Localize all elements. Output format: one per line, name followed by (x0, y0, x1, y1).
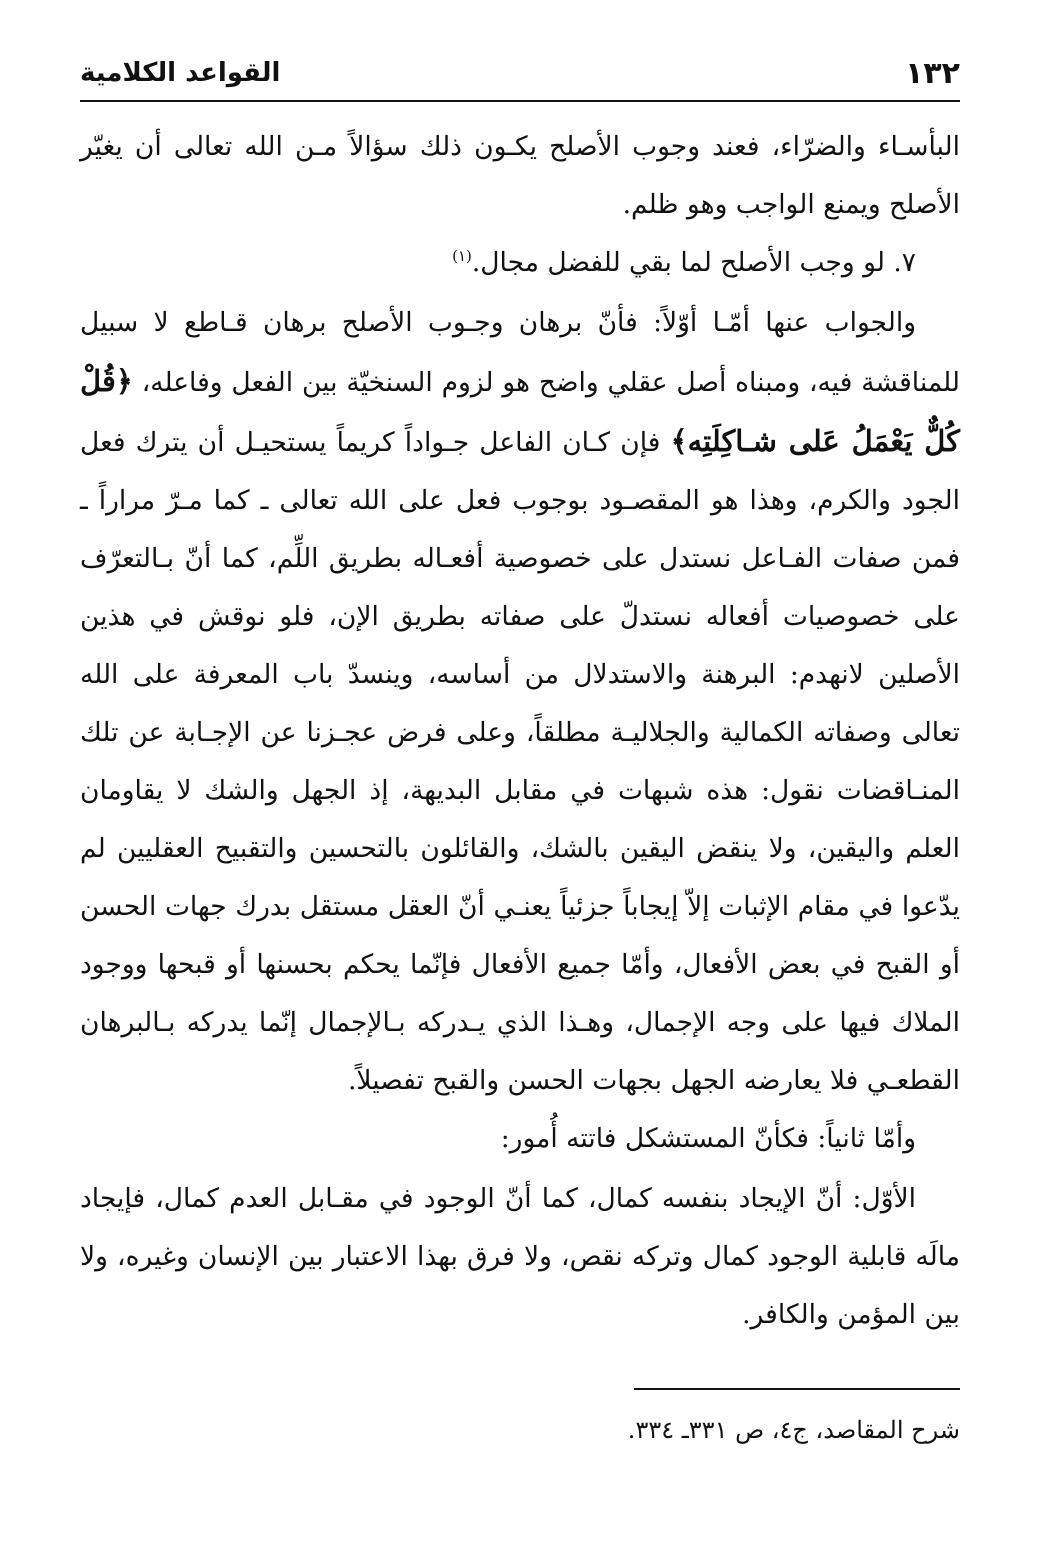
item-seven-text: ٧. لو وجب الأصلح لما بقي للفضل مجال. (471, 247, 916, 278)
book-page (80, 52, 960, 1492)
footnote-text: شرح المقاصد، ج٤، ص ٣٣١ـ ٣٣٤. (627, 1416, 960, 1444)
footnote-divider (634, 1388, 960, 1390)
footnote-marker[interactable]: (١) (452, 247, 472, 266)
main-text (80, 118, 960, 1344)
paragraph-first-point: الأوّل: أنّ الإيجاد بنفسه كمال، كما أنّ الوجود في مقـابل العدم كمال، فإيجاد مالَه قابلية الوجود كمال وتركه نقص، ولا فرق بهذا الاعتبار بين الإنسان وغيره، ولا بين المؤمن والكافر. (80, 1183, 960, 1330)
page-header (80, 52, 960, 102)
running-title: القواعد الكلامية (80, 58, 281, 88)
paragraph-secondly: وأمّا ثانياً: فكأنّ المستشكل فاتته أُمور: (500, 1123, 916, 1154)
paragraph-continuation: البأسـاء والضرّاء، فعند وجوب الأصلح يكـون ذلك سؤالاً مـن الله تعالى أن يغيّر الأصلح ويمنع الواجب وهو ظلم. (80, 131, 960, 220)
answer-text-after-verse: فإن كـان الفاعل جـواداً كريماً يستحيـل أن يترك فعل الجود والكرم، وهذا هو المقصـود بوجوب فعل على الله تعالى ـ كما مـرّ مراراً ـ فمن صفات الفـاعل نستدل على خصوصية أفعـاله بطريق اللِّم، كما أنّ بـالتعرّف على خصوصيات أفعاله نستدلّ على صفاته بطريق الإن، فلو نوقش في هذين الأصلين لانهدم: البرهنة والاستدلال من أساسه، وينسدّ باب المعرفة على الله تعالى وصفاته الكمالية والجلاليـة مطلقاً، وعلى فرض عجـزنا عن الإجـابة عن تلك المنـاقضات نقول: هذه شبهات في مقابل البديهة، إذ الجهل والشك لا يقاومان العلم واليقين، ولا ينقض اليقين بالشك، والقائلون بالتحسين والتقبيح العقليين لم يدّعوا في مقام الإثبات إلاّ إيجاباً جزئياً يعنـي أنّ العقل مستقل بدرك جهات الحسن أو القبح في بعض الأفعال، وأمّا جميع الأفعال فإنّما يحكم بحسنها أو قبحها ووجود الملاك فيها على وجه الإجمال، وهـذا الذي يـدركه بـالإجمال إنّما يدركه بـالبرهان القطعـي فلا يعارضه الجهل بجهات الحسن والقبح تفصيلاً. (80, 427, 960, 1096)
paragraph-item-seven (80, 234, 960, 292)
page-number: ١٣٢ (905, 56, 960, 91)
quran-verse: ﴿قُلْ كُلٌّ يَعْمَلُ عَلى شـاكِلَتِه﴾ (80, 364, 960, 458)
paragraph-answer (80, 294, 960, 1110)
footnote (628, 1410, 960, 1450)
answer-text-before-verse: والجواب عنها أمّـا أوّلاً: فأنّ برهان وجـوب الأصلح برهان قـاطع لا سبيل للمناقشة فيه، ومبناه أصل عقلي واضح هو لزوم السنخيّة بين الفعل وفاعله، (80, 307, 960, 398)
